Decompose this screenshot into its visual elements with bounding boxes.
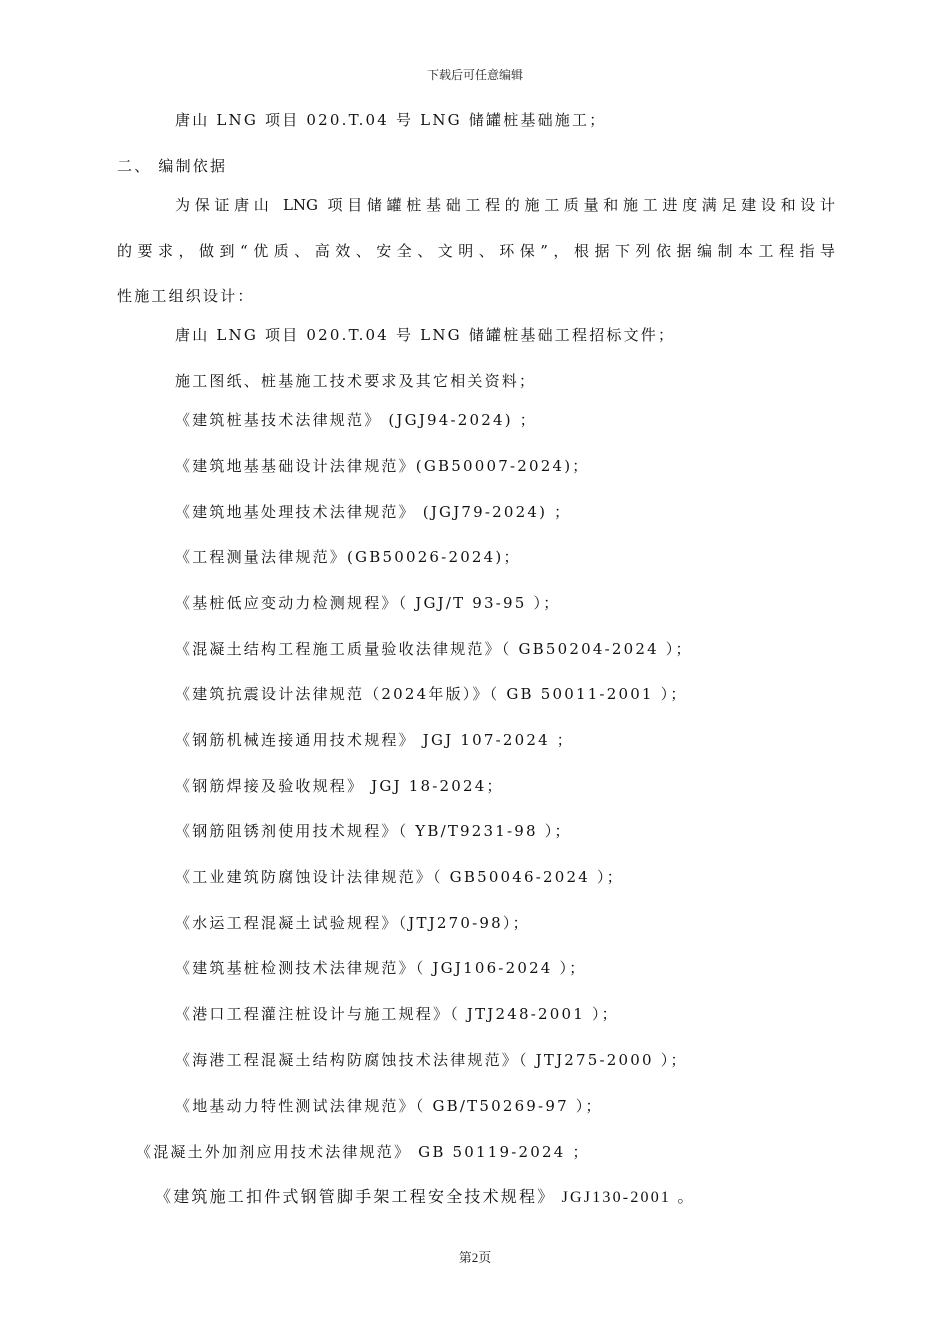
basis-item: 《建筑地基基础设计法律规范》(GB50007-2024)； xyxy=(175,457,590,475)
paragraph-project-line: 唐山 LNG 项目 020.T.04 号 LNG 储罐桩基础施工； xyxy=(175,111,607,129)
basis-item: 《钢筋焊接及验收规程》 JGJ 18-2024； xyxy=(175,777,504,795)
basis-item: 《水运工程混凝土试验规程》（JTJ270-98）； xyxy=(175,914,530,932)
basis-item: 《工程测量法律规范》(GB50026-2024)； xyxy=(175,548,521,566)
basis-item: 《港口工程灌注桩设计与施工规程》（ JTJ248-2001 ）； xyxy=(175,1005,619,1023)
page-number: 第2页 xyxy=(458,1250,492,1265)
paragraph-line: 的要求，做到“优质、高效、安全、文明、环保”，根据下列依据编制本工程指导 xyxy=(117,242,835,260)
basis-item: 唐山 LNG 项目 020.T.04 号 LNG 储罐桩基础工程招标文件； xyxy=(175,326,676,344)
basis-item: 《建筑施工扣件式钢管脚手架工程安全技术规程》 JGJ130-2001 。 xyxy=(155,1189,696,1206)
basis-item: 《建筑抗震设计法律规范（2024年版）》（ GB 50011-2001 ）； xyxy=(175,685,688,703)
basis-item: 《建筑地基处理技术法律规范》 (JGJ79-2024) ； xyxy=(175,503,572,521)
basis-item: 《混凝土结构工程施工质量验收法律规范》（ GB50204-2024 ）； xyxy=(175,640,693,658)
basis-item: 《混凝土外加剂应用技术法律规范》 GB 50119-2024 ； xyxy=(136,1143,590,1161)
basis-item: 《钢筋机械连接通用技术规程》 JGJ 107-2024 ； xyxy=(175,731,574,749)
basis-item: 《海港工程混凝土结构防腐蚀技术法律规范》（ JTJ275-2000 ）； xyxy=(175,1051,688,1069)
page-header: 下载后可任意编辑 xyxy=(426,68,523,82)
basis-item: 《钢筋阻锈剂使用技术规程》（ YB/T9231-98 ）； xyxy=(175,822,572,840)
basis-item: 《工业建筑防腐蚀设计法律规范》（ GB50046-2024 ）； xyxy=(175,868,624,886)
paragraph-line: 为保证唐山 LNG 项目储罐桩基础工程的施工质量和施工进度满足建设和设计 xyxy=(175,196,835,214)
section-heading: 二、 编制依据 xyxy=(117,157,228,175)
basis-item: 《建筑基桩检测技术法律规范》（ JGJ106-2024 ）； xyxy=(175,959,587,977)
basis-item: 《建筑桩基技术法律规范》 (JGJ94-2024) ； xyxy=(175,411,537,429)
paragraph-line: 性施工组织设计： xyxy=(117,287,255,305)
basis-item: 《地基动力特性测试法律规范》（ GB/T50269-97 ）； xyxy=(175,1097,603,1115)
basis-item: 施工图纸、桩基施工技术要求及其它相关资料； xyxy=(175,372,537,390)
basis-item: 《基桩低应变动力检测规程》（ JGJ/T 93-95 ）； xyxy=(175,594,561,612)
